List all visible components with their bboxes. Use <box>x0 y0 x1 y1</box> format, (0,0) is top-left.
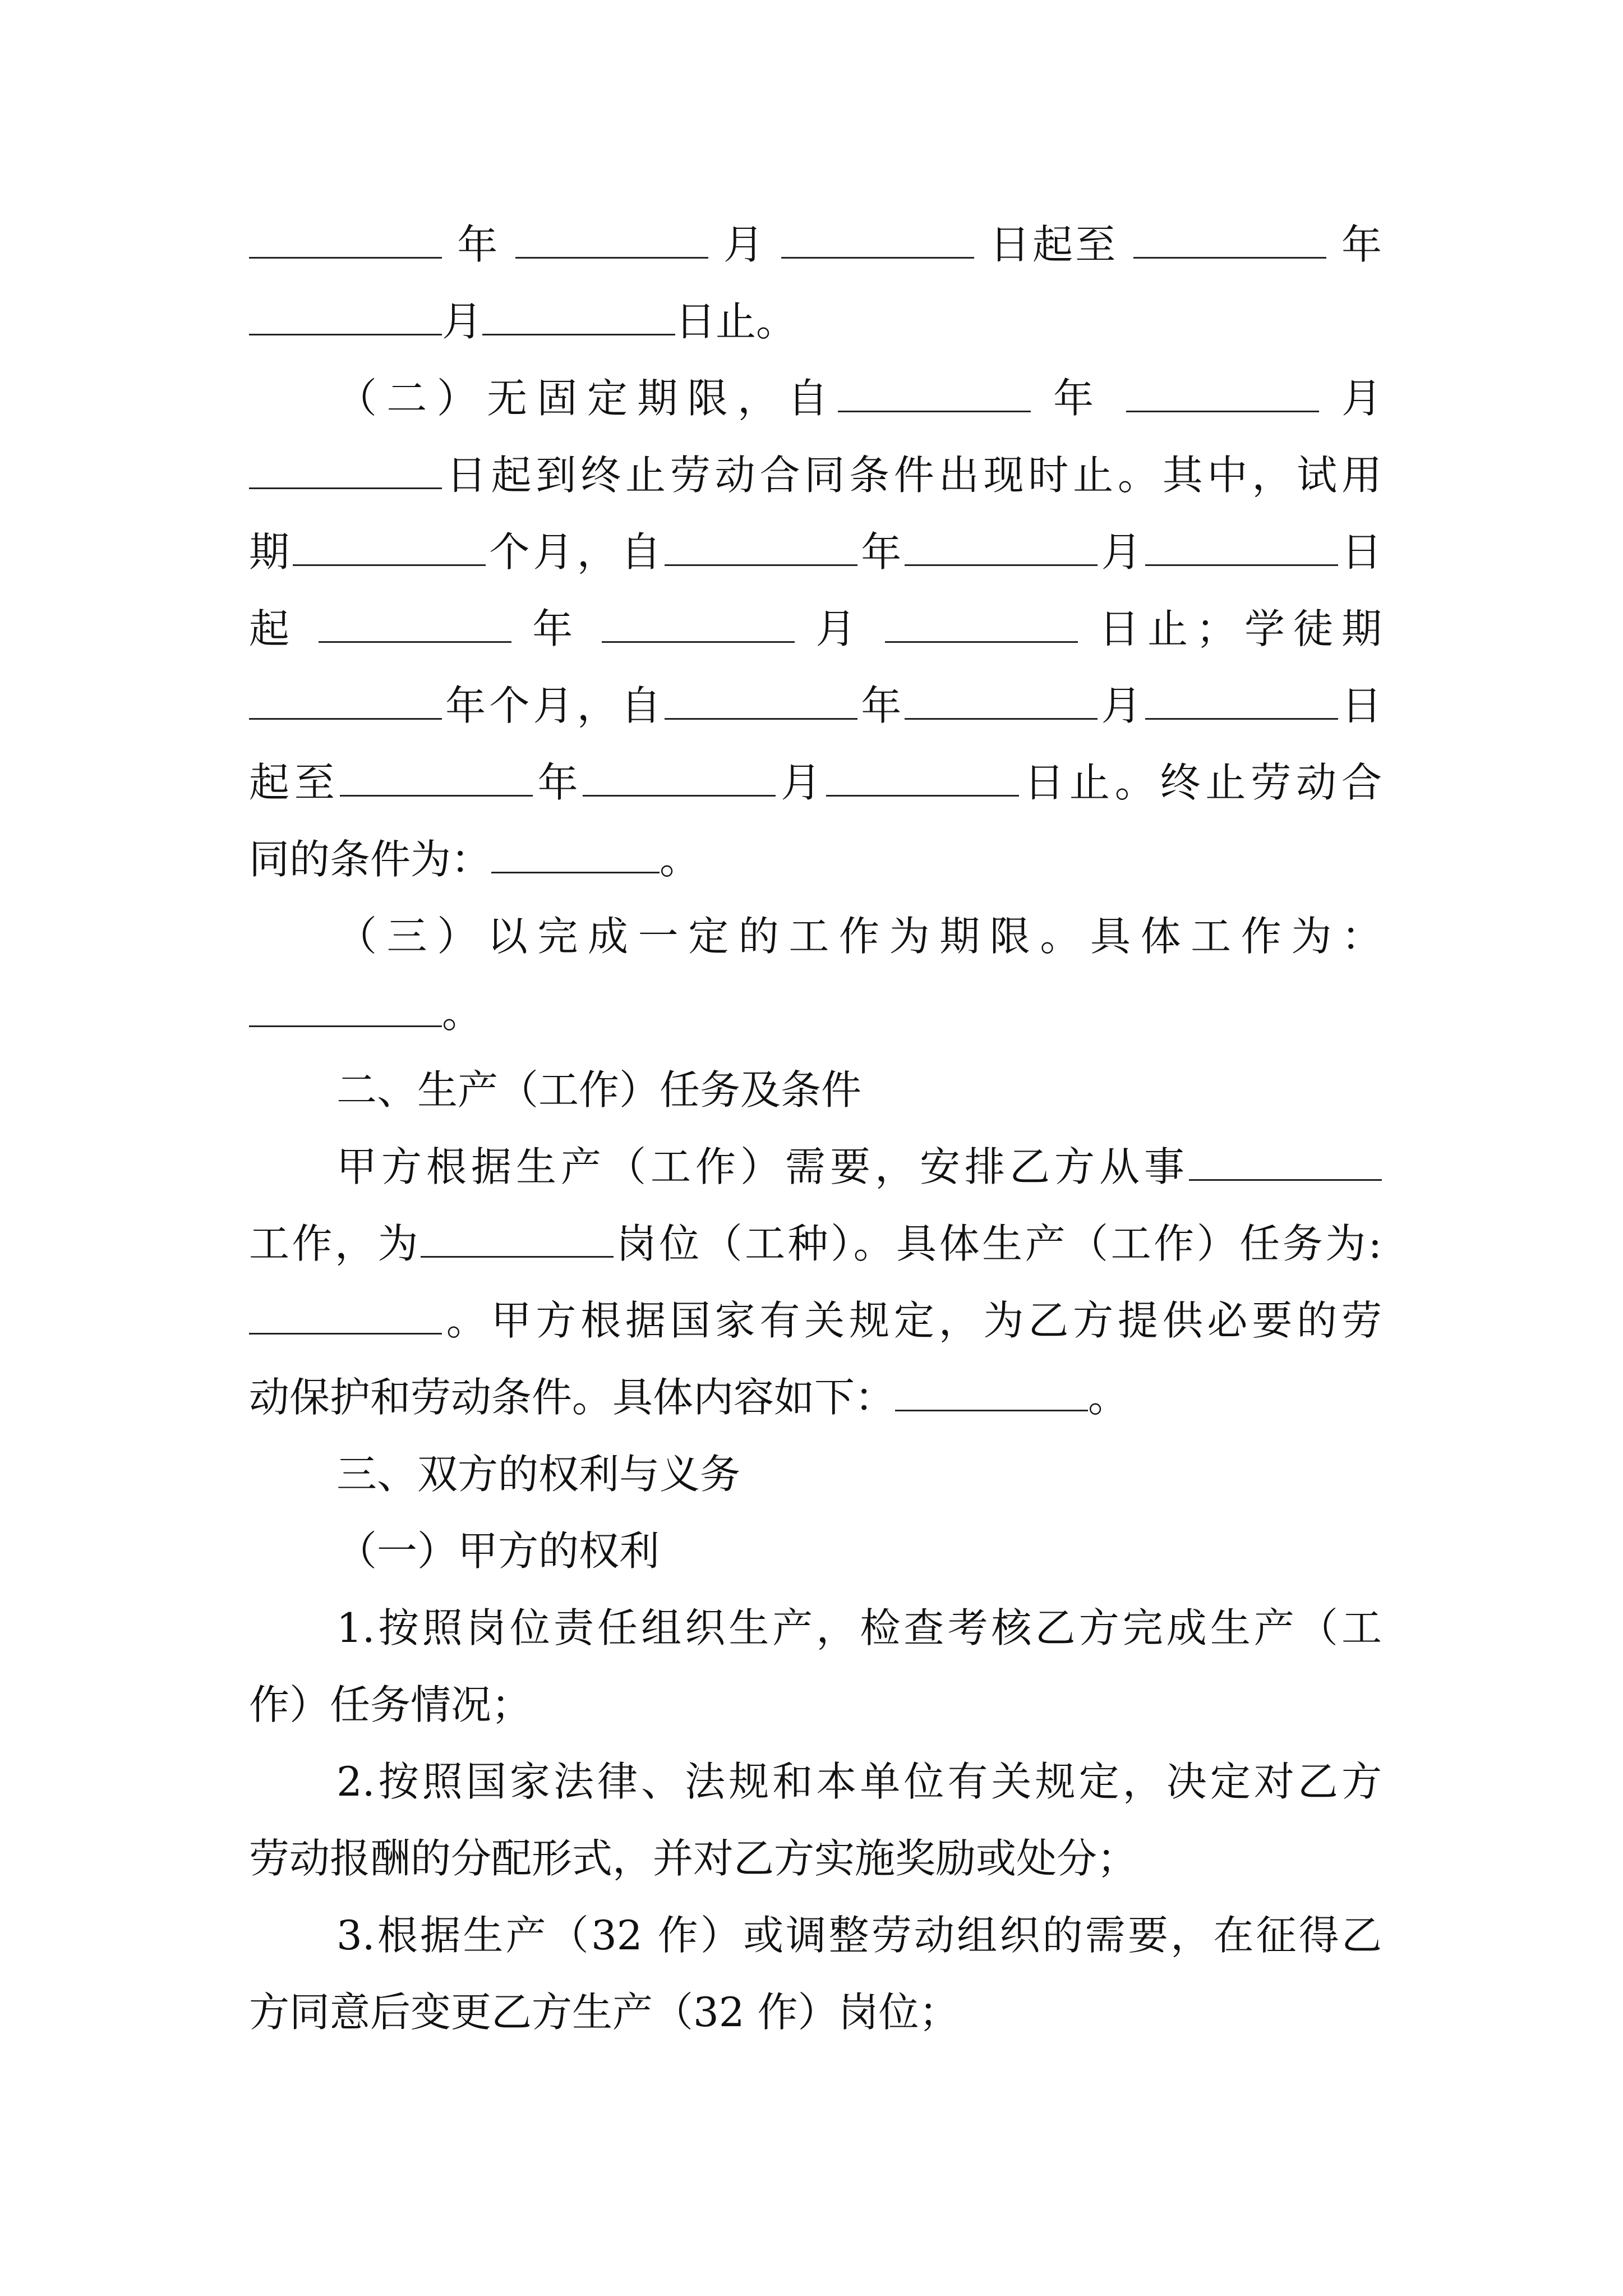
text-segment: 方同意后变更乙方生产（32 作）岗位； <box>249 1989 960 2036</box>
fill-blank[interactable] <box>491 832 660 873</box>
text-segment: 日起至 <box>974 221 1133 268</box>
fill-blank[interactable] <box>1145 679 1338 720</box>
fill-blank[interactable] <box>249 448 442 489</box>
fill-blank[interactable] <box>1189 1140 1382 1181</box>
fill-blank[interactable] <box>1133 218 1326 259</box>
fill-blank[interactable] <box>838 371 1031 412</box>
fill-blank[interactable] <box>1126 371 1319 412</box>
text-line <box>249 679 1382 733</box>
text-segment: 三、双方的权利与义务 <box>336 1451 741 1498</box>
text-line <box>249 1985 1382 2039</box>
section-heading <box>336 1063 1382 1117</box>
text-segment: 动保护和劳动条件。具体内容如下： <box>249 1374 896 1421</box>
section-heading <box>336 1447 1382 1501</box>
text-segment: 年 <box>442 221 515 268</box>
fill-blank[interactable] <box>319 602 511 643</box>
text-line <box>336 1140 1382 1194</box>
text-segment: 劳动报酬的分配形式，并对乙方实施奖励或处分； <box>249 1835 1138 1882</box>
text-segment: 起至 <box>249 759 340 806</box>
text-segment: 日止。 <box>675 298 797 345</box>
text-segment: 1.按照岗位责任组织生产，检查考核乙方完成生产（工 <box>336 1604 1382 1651</box>
text-segment: 年 <box>1326 221 1382 268</box>
text-segment: 月 <box>1098 682 1145 729</box>
text-segment: 日 <box>1338 528 1382 576</box>
text-segment: 。甲方根据国家有关规定，为乙方提供必要的劳 <box>442 1297 1382 1344</box>
text-segment: 。 <box>660 836 700 883</box>
fill-blank[interactable] <box>482 295 675 335</box>
text-line <box>249 1832 1382 1885</box>
text-segment: 月 <box>1098 528 1145 576</box>
text-segment: 工作，为 <box>249 1220 421 1267</box>
text-line <box>249 1370 1382 1424</box>
text-line <box>249 295 1382 348</box>
text-line <box>249 1294 1382 1347</box>
text-segment: 3.根据生产（32 作）或调整劳动组织的需要，在征得乙 <box>336 1912 1382 1959</box>
text-line <box>336 1908 1382 1962</box>
text-segment: 岗位（工种）。具体生产（工作）任务为: <box>614 1220 1382 1267</box>
text-segment: 同的条件为： <box>249 836 492 883</box>
text-segment: 日止；学徒期 <box>1078 605 1382 652</box>
text-line <box>249 756 1382 809</box>
text-segment: 年 <box>857 682 905 729</box>
text-segment: 月 <box>708 221 782 268</box>
text-segment: 月 <box>1318 375 1382 422</box>
fill-blank[interactable] <box>249 295 442 335</box>
fill-blank[interactable] <box>1145 525 1338 566</box>
fill-blank[interactable] <box>583 756 776 797</box>
text-segment: 甲方根据生产（工作）需要，安排乙方从事 <box>336 1143 1189 1190</box>
text-segment: 年个月，自 <box>442 682 665 729</box>
text-segment: 月 <box>442 298 483 345</box>
text-segment: 年 <box>857 528 905 576</box>
text-segment: 作）任务情况； <box>249 1681 532 1728</box>
fill-blank[interactable] <box>905 525 1098 566</box>
text-segment: 期 <box>249 528 293 576</box>
text-line <box>336 371 1382 425</box>
text-line <box>249 602 1382 656</box>
fill-blank[interactable] <box>249 1294 442 1335</box>
text-line <box>249 525 1382 579</box>
text-segment: 月 <box>776 759 827 806</box>
fill-blank[interactable] <box>826 756 1019 797</box>
fill-blank[interactable] <box>885 602 1078 643</box>
fill-blank[interactable] <box>665 525 857 566</box>
text-line <box>249 832 1382 886</box>
fill-blank[interactable] <box>665 679 857 720</box>
text-segment: 日 <box>1338 682 1382 729</box>
fill-blank[interactable] <box>781 218 974 259</box>
text-segment: 年 <box>511 605 602 652</box>
fill-blank[interactable] <box>340 756 533 797</box>
fill-blank[interactable] <box>602 602 795 643</box>
fill-blank[interactable] <box>249 218 442 259</box>
text-segment: 个月，自 <box>486 528 665 576</box>
text-segment: 日起到终止劳动合同条件出现时止。其中，试用 <box>442 452 1382 499</box>
text-segment: 日止。终止劳动合 <box>1019 759 1382 806</box>
text-segment: 年 <box>1030 375 1126 422</box>
text-segment: 年 <box>532 759 583 806</box>
text-line <box>336 1755 1382 1809</box>
subsection-heading <box>336 1524 1382 1578</box>
text-segment: 月 <box>795 605 886 652</box>
text-segment: （二）无固定期限，自 <box>336 375 838 422</box>
text-segment: （一）甲方的权利 <box>336 1527 660 1575</box>
fill-blank[interactable] <box>421 1217 614 1258</box>
text-line <box>249 448 1382 502</box>
text-segment: 。 <box>442 990 483 1037</box>
text-segment: （三）以完成一定的工作为期限。具体工作为： <box>336 913 1382 960</box>
fill-blank[interactable] <box>249 986 442 1027</box>
fill-blank[interactable] <box>515 218 708 259</box>
text-line <box>249 986 1382 1040</box>
text-segment: 2.按照国家法律、法规和本单位有关规定，决定对乙方 <box>336 1758 1382 1805</box>
text-line <box>336 1601 1382 1655</box>
text-segment: 起 <box>249 605 319 652</box>
fill-blank[interactable] <box>293 525 486 566</box>
text-line <box>249 218 1382 272</box>
fill-blank[interactable] <box>249 679 442 720</box>
fill-blank[interactable] <box>895 1370 1088 1411</box>
text-line <box>336 909 1382 963</box>
fill-blank[interactable] <box>905 679 1098 720</box>
text-line <box>249 1217 1382 1271</box>
text-line <box>249 1678 1382 1732</box>
text-segment: 二、生产（工作）任务及条件 <box>336 1066 862 1114</box>
text-segment: 。 <box>1088 1374 1129 1421</box>
